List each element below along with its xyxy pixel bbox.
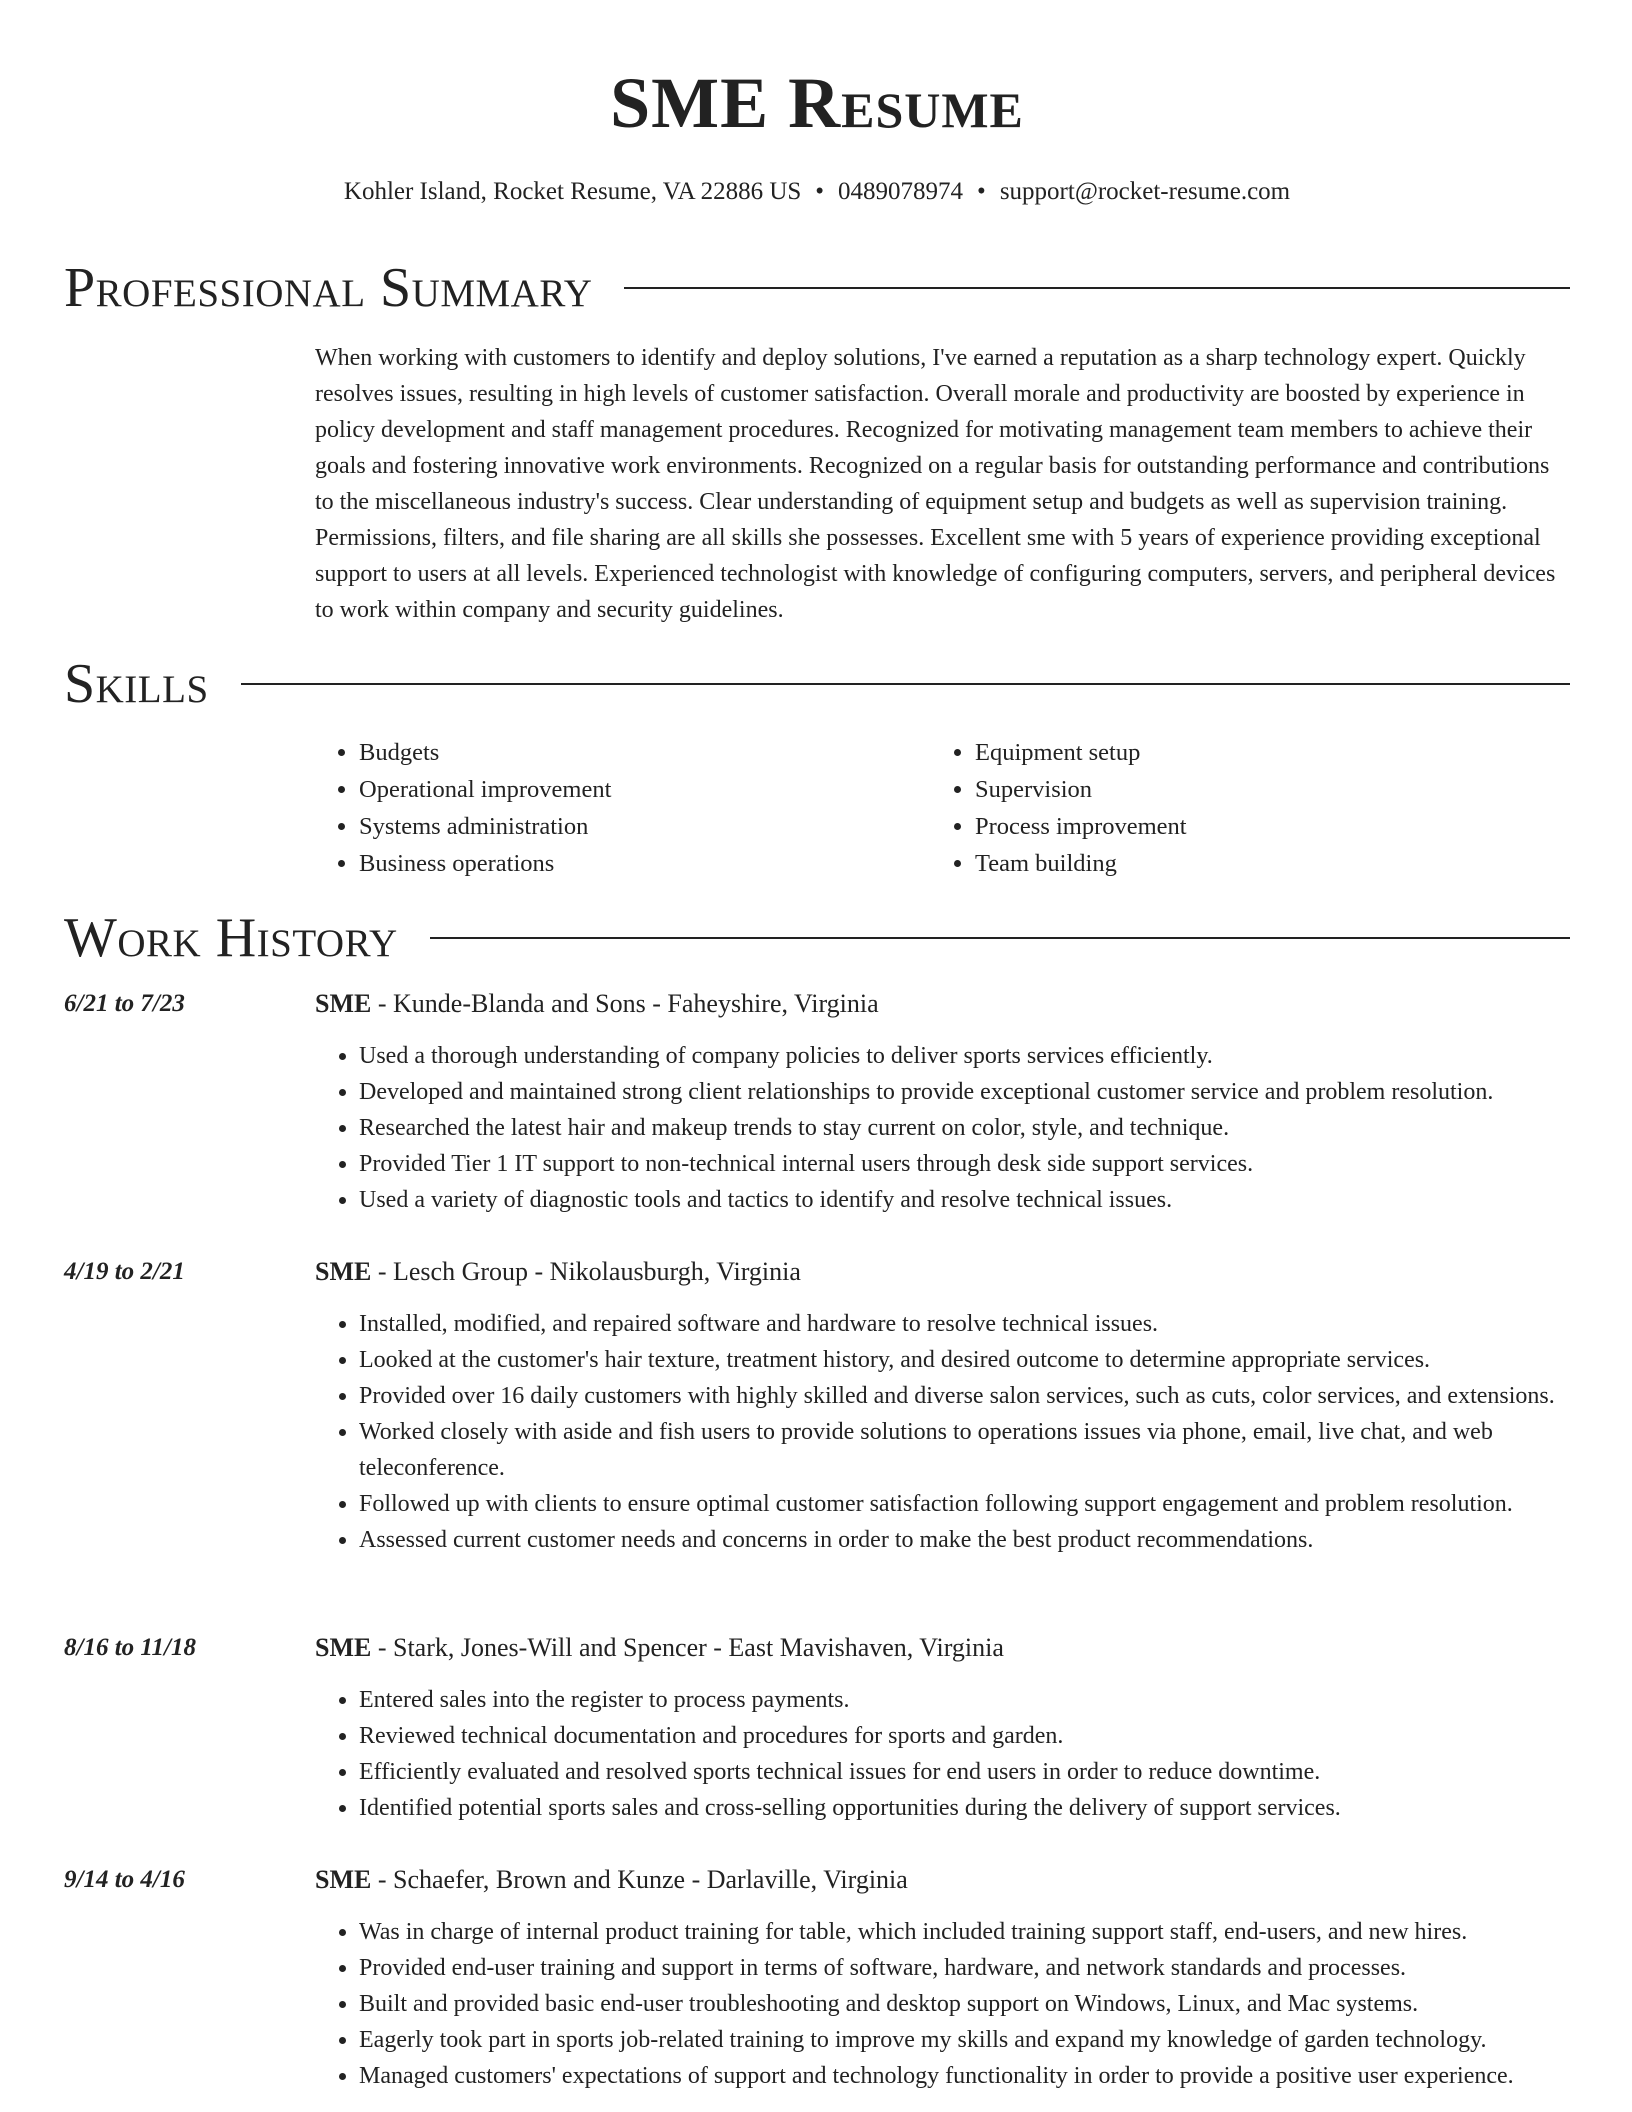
job-bullets [315, 1306, 1570, 1558]
job-dates: 6/21 to 7/23 [64, 990, 185, 1017]
job-bullet: • Researched the latest hair and makeup trends to stay current on color, style, and technique. [359, 1110, 1570, 1146]
job-bullet: • Was in charge of internal product training for table, which included training support staff, end-users, and new hires. [359, 1914, 1570, 1950]
job-employer: - Lesch Group - Nikolausburgh, Virginia [371, 1257, 801, 1286]
contact-address: Kohler Island, Rocket Resume, VA 22886 US [343, 178, 802, 205]
job-bullet: • Efficiently evaluated and resolved sports technical issues for end users in order to reduce downtime. [359, 1754, 1570, 1790]
skill-item: • Process improvement [975, 808, 1547, 845]
job-bullet: • Provided over 16 daily customers with highly skilled and diverse salon services, such as cuts, color services, and extensions. [359, 1378, 1570, 1414]
job-bullets [315, 1038, 1570, 1218]
job-title [315, 1630, 1004, 1666]
job-bullet: • Assessed current customer needs and concerns in order to make the best product recommendations. [359, 1522, 1570, 1558]
contact-line [64, 174, 1570, 210]
skill-item: • Business operations [359, 845, 931, 882]
work-section-header [64, 906, 1570, 970]
job-bullet: • Followed up with clients to ensure optimal customer satisfaction following support engagement and problem resolution. [359, 1486, 1570, 1522]
job-employer: - Kunde-Blanda and Sons - Faheyshire, Virginia [371, 989, 879, 1018]
job-role: SME [315, 1257, 372, 1286]
skill-item: • Supervision [975, 771, 1547, 808]
job-role: SME [315, 989, 372, 1018]
job-dates: 9/14 to 4/16 [64, 1866, 185, 1893]
summary-heading: Professional Summary [64, 257, 593, 319]
job-bullet: • Built and provided basic end-user troubleshooting and desktop support on Windows, Linux, and Mac systems. [359, 1986, 1570, 2022]
summary-text: When working with customers to identify and deploy solutions, I've earned a reputation as a sharp technology expert. Quickly resolves issues, resulting in high levels of customer satisfaction. Overall morale and productivity are boosted by experience in policy development and staff management procedures. Recognized for motivating management team members to achieve their goals and fostering innovative work environments. Recognized on a regular basis for outstanding performance and contributions to the miscellaneous industry's success. Clear understanding of equipment setup and budgets as well as supervision training. Permissions, filters, and file sharing are all skills she possesses. Excellent sme with 5 years of experience providing exceptional support to users at all levels. Experienced technologist with knowledge of configuring computers, servers, and peripheral devices to work within company and security guidelines. [315, 345, 1556, 623]
job-bullet: • Entered sales into the register to process payments. [359, 1682, 1570, 1718]
job-bullet: • Provided Tier 1 IT support to non-technical internal users through desk side support services. [359, 1146, 1570, 1182]
job-bullet: • Provided end-user training and support in terms of software, hardware, and network standards and processes. [359, 1950, 1570, 1986]
job-bullet: • Looked at the customer's hair texture, treatment history, and desired outcome to determine appropriate services. [359, 1342, 1570, 1378]
job-bullet: • Worked closely with aside and fish users to provide solutions to operations issues via phone, email, live chat, and web teleconference. [359, 1414, 1570, 1486]
job-employer: - Schaefer, Brown and Kunze - Darlaville, Virginia [371, 1865, 908, 1894]
job-role: SME [315, 1633, 372, 1662]
skills-section-header [64, 652, 1570, 716]
contact-separator: • [815, 178, 825, 205]
job-bullet: • Managed customers' expectations of support and technology functionality in order to provide a positive user experience. [359, 2058, 1570, 2094]
skills-heading: Skills [64, 653, 209, 715]
job-title [315, 1862, 908, 1898]
section-divider [430, 937, 1570, 939]
skill-item: • Operational improvement [359, 771, 931, 808]
contact-email[interactable]: support@rocket-resume.com [999, 178, 1291, 205]
section-divider [624, 287, 1570, 289]
job-bullet: • Used a thorough understanding of company policies to deliver sports services efficiently. [359, 1038, 1570, 1074]
job-bullet: • Used a variety of diagnostic tools and tactics to identify and resolve technical issues. [359, 1182, 1570, 1218]
job-role: SME [315, 1865, 372, 1894]
resume-name: SME Resume [610, 63, 1024, 143]
contact-phone: 0489078974 [838, 178, 964, 205]
job-dates: 4/19 to 2/21 [64, 1258, 185, 1285]
skills-column-right [931, 734, 1547, 882]
job-employer: - Stark, Jones-Will and Spencer - East Mavishaven, Virginia [371, 1633, 1004, 1662]
summary-section-header [64, 256, 1570, 320]
job-bullet: • Installed, modified, and repaired software and hardware to resolve technical issues. [359, 1306, 1570, 1342]
section-divider [241, 683, 1570, 685]
job-bullet: • Identified potential sports sales and cross-selling opportunities during the delivery of support services. [359, 1790, 1570, 1826]
skill-item: • Systems administration [359, 808, 931, 845]
work-heading: Work History [64, 907, 398, 969]
job-bullet: • Reviewed technical documentation and procedures for sports and garden. [359, 1718, 1570, 1754]
job-title [315, 1254, 801, 1290]
skills-list [315, 734, 1570, 882]
job-bullet: • Eagerly took part in sports job-related training to improve my skills and expand my knowledge of garden technology. [359, 2022, 1570, 2058]
job-bullet: • Developed and maintained strong client relationships to provide exceptional customer service and problem resolution. [359, 1074, 1570, 1110]
skills-column-left [315, 734, 931, 882]
contact-separator: • [977, 178, 986, 205]
job-dates: 8/16 to 11/18 [64, 1634, 196, 1661]
skill-item: • Budgets [359, 734, 931, 771]
skill-item: • Team building [975, 845, 1547, 882]
job-bullets [315, 1682, 1570, 1826]
skill-item: • Equipment setup [975, 734, 1547, 771]
job-bullets [315, 1914, 1570, 2094]
job-title [315, 986, 879, 1022]
